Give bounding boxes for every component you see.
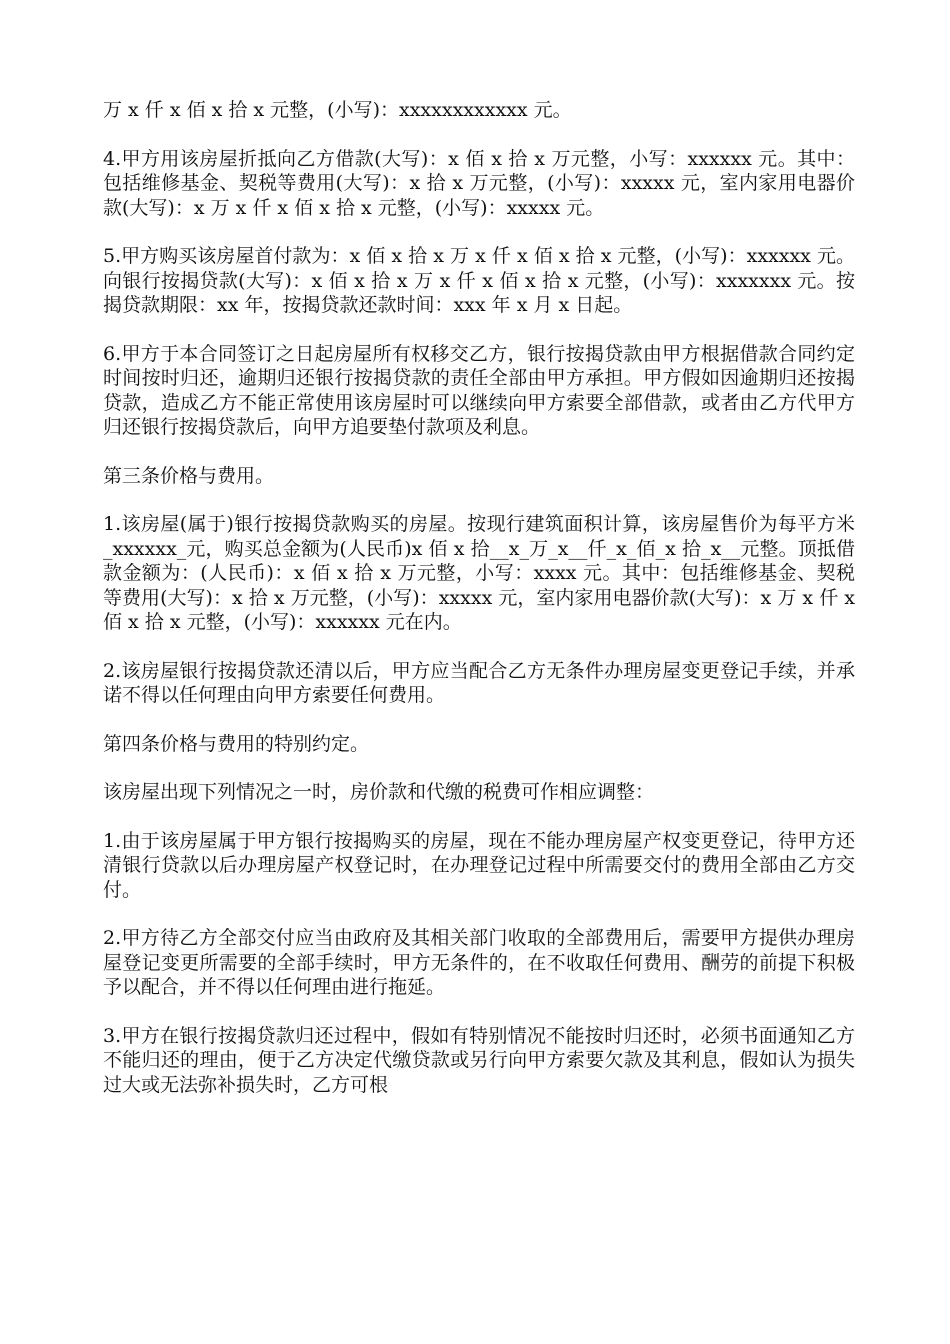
paragraph-article-4-item-3: 3.甲方在银行按揭贷款归还过程中，假如有特别情况不能按时归还时，必须书面通知乙方不能归还的理由，便于乙方决定代缴贷款或另行向甲方索要欠款及其利息，假如认为损失过大或无法弥补损失时，乙方可根 [103, 1024, 855, 1096]
section-heading-article-3: 第三条价格与费用。 [103, 464, 275, 487]
paragraph-article-3-item-2: 2.该房屋银行按揭贷款还清以后，甲方应当配合乙方无条件办理房屋变更登记手续，并承诺不得以任何理由向甲方索要任何费用。 [103, 659, 855, 706]
paragraph-article-4-intro: 该房屋出现下列情况之一时，房价款和代缴的税费可作相应调整： [103, 781, 655, 803]
paragraph-item-5: 5.甲方购买该房屋首付款为：x 佰 x 拾 x 万 x 仟 x 佰 x 拾 x 元整，(小写)：xxxxxx 元。向银行按揭贷款(大写)：x 佰 x 拾 x 万 x 仟 x 佰 x 拾 x 元整，(小写)：xxxxxxx 元。按揭贷款期限：xx 年，按揭贷款还款时间：xxx 年 x 月 x 日起。 [103, 245, 855, 316]
paragraph-article-4-item-1: 1.由于该房屋属于甲方银行按揭购买的房屋，现在不能办理房屋产权变更登记，待甲方还清银行贷款以后办理房屋产权登记时，在办理登记过程中所需要交付的费用全部由乙方交付。 [103, 829, 855, 901]
paragraph-item-4: 4.甲方用该房屋折抵向乙方借款(大写)：x 佰 x 拾 x 万元整，小写：xxxxxx 元。其中：包括维修基金、契税等费用(大写)：x 拾 x 万元整，(小写)：xxxxx 元，室内家用电器价款(大写)：x 万 x 仟 x 佰 x 拾 x 元整，(小写)：xxxxx 元。 [103, 147, 855, 219]
paragraph-article-3-item-1: 1.该房屋(属于)银行按揭贷款购买的房屋。按现行建筑面积计算，该房屋售价为每平方米_xxxxxx_元，购买总金额为(人民币)x 佰 x 拾__x_万_x__仟_x_佰_x 拾_x__元整。顶抵借款金额为：(人民币)：x 佰 x 拾 x 万元整，小写：xxxx 元。其中：包括维修基金、契税等费用(大写)：x 拾 x 万元整，(小写)：xxxxx 元，室内家用电器价款(大写)：x 万 x 仟 x 佰 x 拾 x 元整，(小写)：xxxxxx 元在内。 [103, 513, 855, 633]
paragraph-article-4-item-2: 2.甲方待乙方全部交付应当由政府及其相关部门收取的全部费用后，需要甲方提供办理房屋登记变更所需要的全部手续时，甲方无条件的，在不收取任何费用、酬劳的前提下积极予以配合，并不得以任何理由进行拖延。 [103, 927, 855, 998]
document-page [103, 98, 855, 1121]
paragraph-continuation: 万 x 仟 x 佰 x 拾 x 元整，(小写)：xxxxxxxxxxxx 元。 [103, 99, 572, 121]
section-heading-article-4: 第四条价格与费用的特别约定。 [103, 732, 370, 755]
paragraph-item-6: 6.甲方于本合同签订之日起房屋所有权移交乙方，银行按揭贷款由甲方根据借款合同约定时间按时归还，逾期归还银行按揭贷款的责任全部由甲方承担。甲方假如因逾期归还按揭贷款，造成乙方不能正常使用该房屋时可以继续向甲方索要全部借款，或者由乙方代甲方归还银行按揭贷款后，向甲方追要垫付款项及利息。 [103, 342, 855, 438]
